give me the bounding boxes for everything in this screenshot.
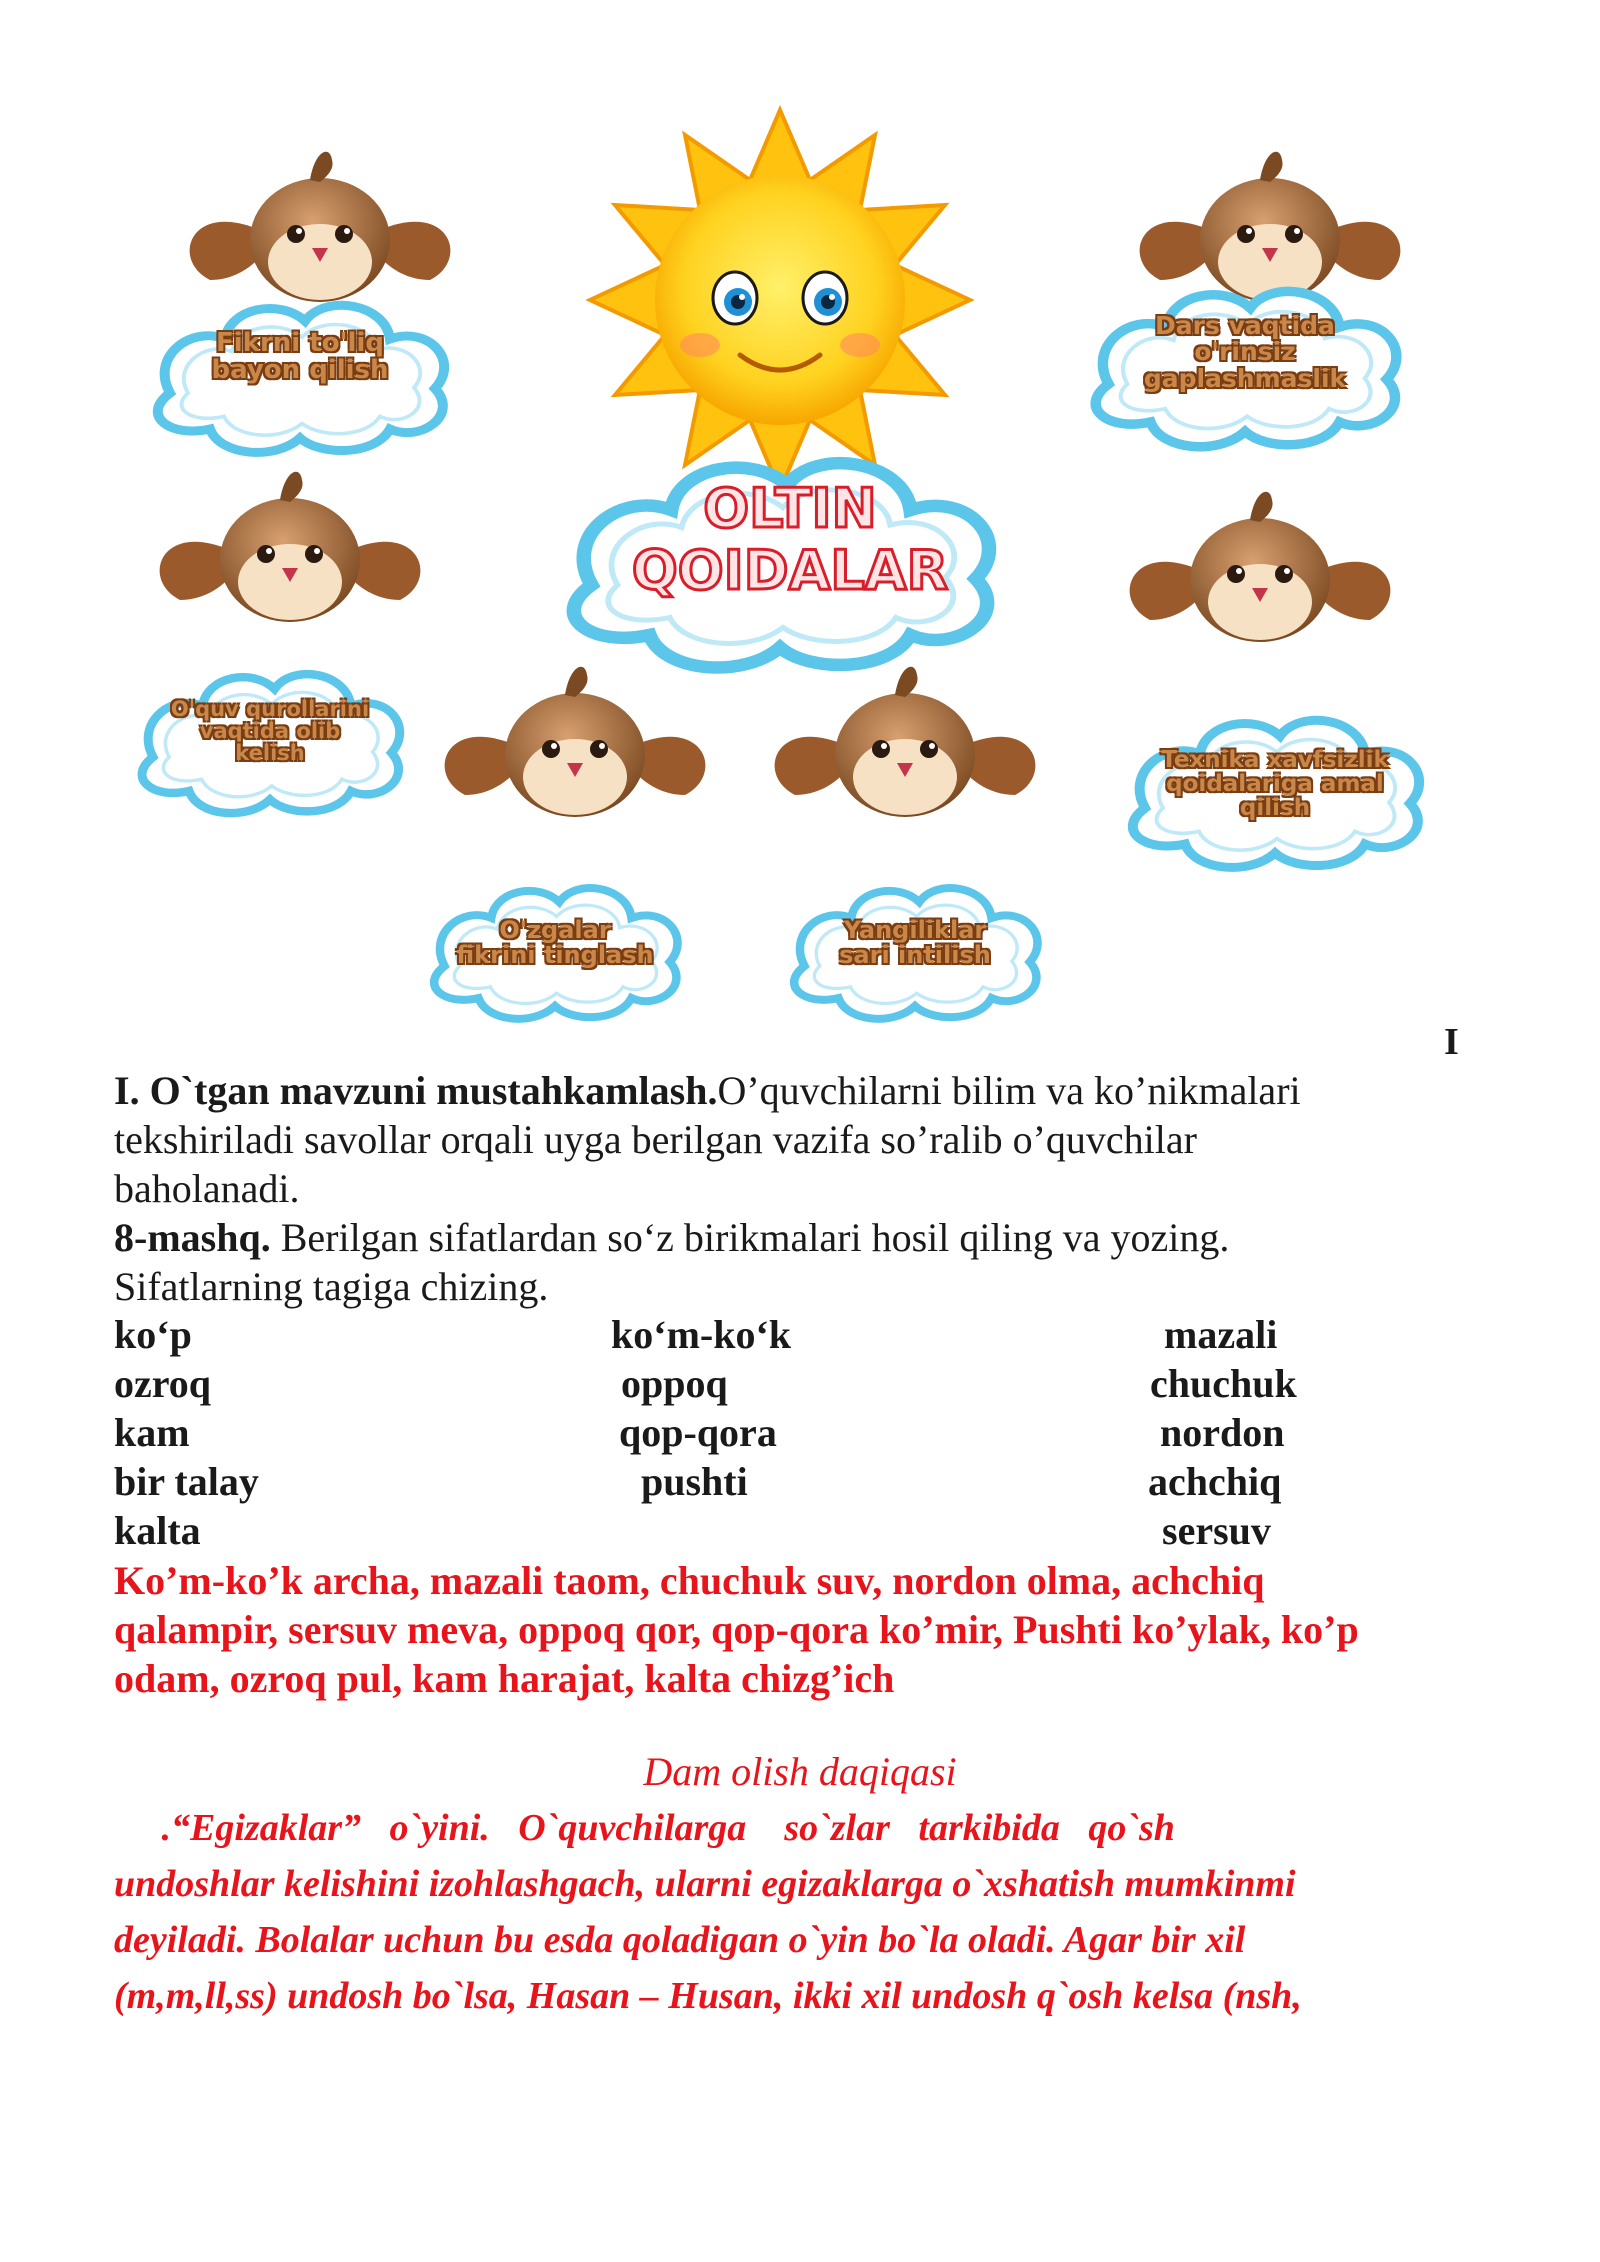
word-row [0, 1409, 1600, 1458]
rule-line: sari intilish [839, 941, 991, 970]
rule-line: Dars vaqtida [1155, 311, 1335, 340]
adjective: mazali [1164, 1312, 1278, 1357]
adjective: qop-qora [619, 1410, 777, 1455]
rule-line: gaplashmaslik [1143, 363, 1347, 393]
section1-line3: baholanadi. [114, 1166, 300, 1211]
bird-top-left [190, 152, 451, 302]
section1-line1 [114, 1066, 1474, 1115]
word-row [0, 1507, 1600, 1556]
adjective: ozroq [114, 1361, 212, 1406]
rule-line: o'rinsiz [1194, 337, 1296, 367]
golden-rules-poster [0, 0, 1600, 1040]
exercise-line1 [114, 1213, 1474, 1262]
poster-title-line: OLTIN [703, 477, 877, 540]
adjective: kam [114, 1410, 190, 1455]
poster-title [600, 478, 980, 602]
rule-label-2 [1120, 313, 1370, 392]
rule-line: vaqtida olib [199, 719, 341, 744]
exercise-instruction: Berilgan sifatlardan so‘z birikmalari hosil qiling va yozing. [270, 1215, 1230, 1260]
answer-line1: Ko’m-ko’k archa, mazali taom, chuchuk suv, nordon olma, achchiq [114, 1558, 1265, 1603]
poster-title-line: QOIDALAR [631, 539, 949, 603]
break-title: Dam olish daqiqasi [643, 1749, 957, 1794]
page-marker: I [1444, 1021, 1459, 1063]
rule-label-1 [200, 330, 400, 385]
adjective: achchiq [1148, 1459, 1282, 1504]
rule-line: Fikrni to'liq [216, 328, 384, 358]
answer-line2: qalampir, sersuv meva, oppoq qor, qop-qora ko’mir, Pushti ko’ylak, ko’p [114, 1607, 1359, 1652]
rule-line: qilish [1239, 795, 1311, 822]
break-line2: undoshlar kelishini izohlashgach, ularni egizaklarga o`xshatish mumkinmi [114, 1863, 1296, 1905]
break-line1: .“Egizaklar” o`yini. O`quvchilarga so`zlar tarkibida qo`sh [114, 1807, 1175, 1849]
bird-bottom-left [445, 667, 706, 817]
sun-illustration [590, 110, 970, 490]
rule-line: O'zgalar [499, 916, 611, 944]
rule-line: Texnika xavfsizlik [1161, 747, 1389, 773]
adjective: ko‘p [114, 1312, 192, 1357]
word-row [0, 1458, 1600, 1507]
exercise-label: 8-mashq. [114, 1215, 271, 1260]
adjective: sersuv [1162, 1508, 1271, 1553]
rule-line: kelish [235, 741, 305, 766]
adjective: bir talay [114, 1459, 259, 1504]
exercise-line2: Sifatlarning tagiga chizing. [114, 1264, 549, 1309]
rule-line: bayon qilish [211, 355, 389, 386]
word-row [0, 1311, 1600, 1360]
rule-label-4 [1145, 748, 1405, 820]
rule-label-3 [160, 698, 380, 764]
rule-label-5 [450, 918, 660, 968]
section1-heading: I. O`tgan mavzuni mustahkamlash. [114, 1068, 718, 1113]
adjective: nordon [1160, 1410, 1285, 1455]
adjective: kalta [114, 1508, 201, 1553]
word-row [0, 1360, 1600, 1409]
adjective: ko‘m-ko‘k [611, 1312, 792, 1357]
rule-label-6 [815, 918, 1015, 968]
adjective: pushti [641, 1459, 748, 1504]
bird-bottom-right [775, 667, 1036, 817]
answer-line3: odam, ozroq pul, kam harajat, kalta chizg’ich [114, 1656, 895, 1701]
break-line4: (m,m,ll,ss) undosh bo`lsa, Hasan – Husan, ikki xil undosh q`osh kelsa (nsh, [114, 1975, 1302, 2017]
section1-line2: tekshiriladi savollar orqali uyga berilgan vazifa so’ralib o’quvchilar [114, 1117, 1197, 1162]
adjective: chuchuk [1150, 1361, 1297, 1406]
rule-line: qoidalariga amal [1166, 771, 1384, 798]
rule-line: fikrini tinglash [456, 941, 654, 970]
break-line3: deyiladi. Bolalar uchun bu esda qoladigan o`yin bo`la oladi. Agar bir xil [114, 1919, 1246, 1961]
bird-top-right [1140, 152, 1401, 302]
rule-line: Yangiliklar [843, 916, 987, 944]
section1-body: O’quvchilarni bilim va ko’nikmalari [717, 1068, 1301, 1113]
rule-line: O'quv qurollarini [170, 697, 370, 721]
bird-mid-right [1130, 492, 1391, 642]
adjective: oppoq [621, 1361, 728, 1406]
bird-mid-left [160, 472, 421, 622]
